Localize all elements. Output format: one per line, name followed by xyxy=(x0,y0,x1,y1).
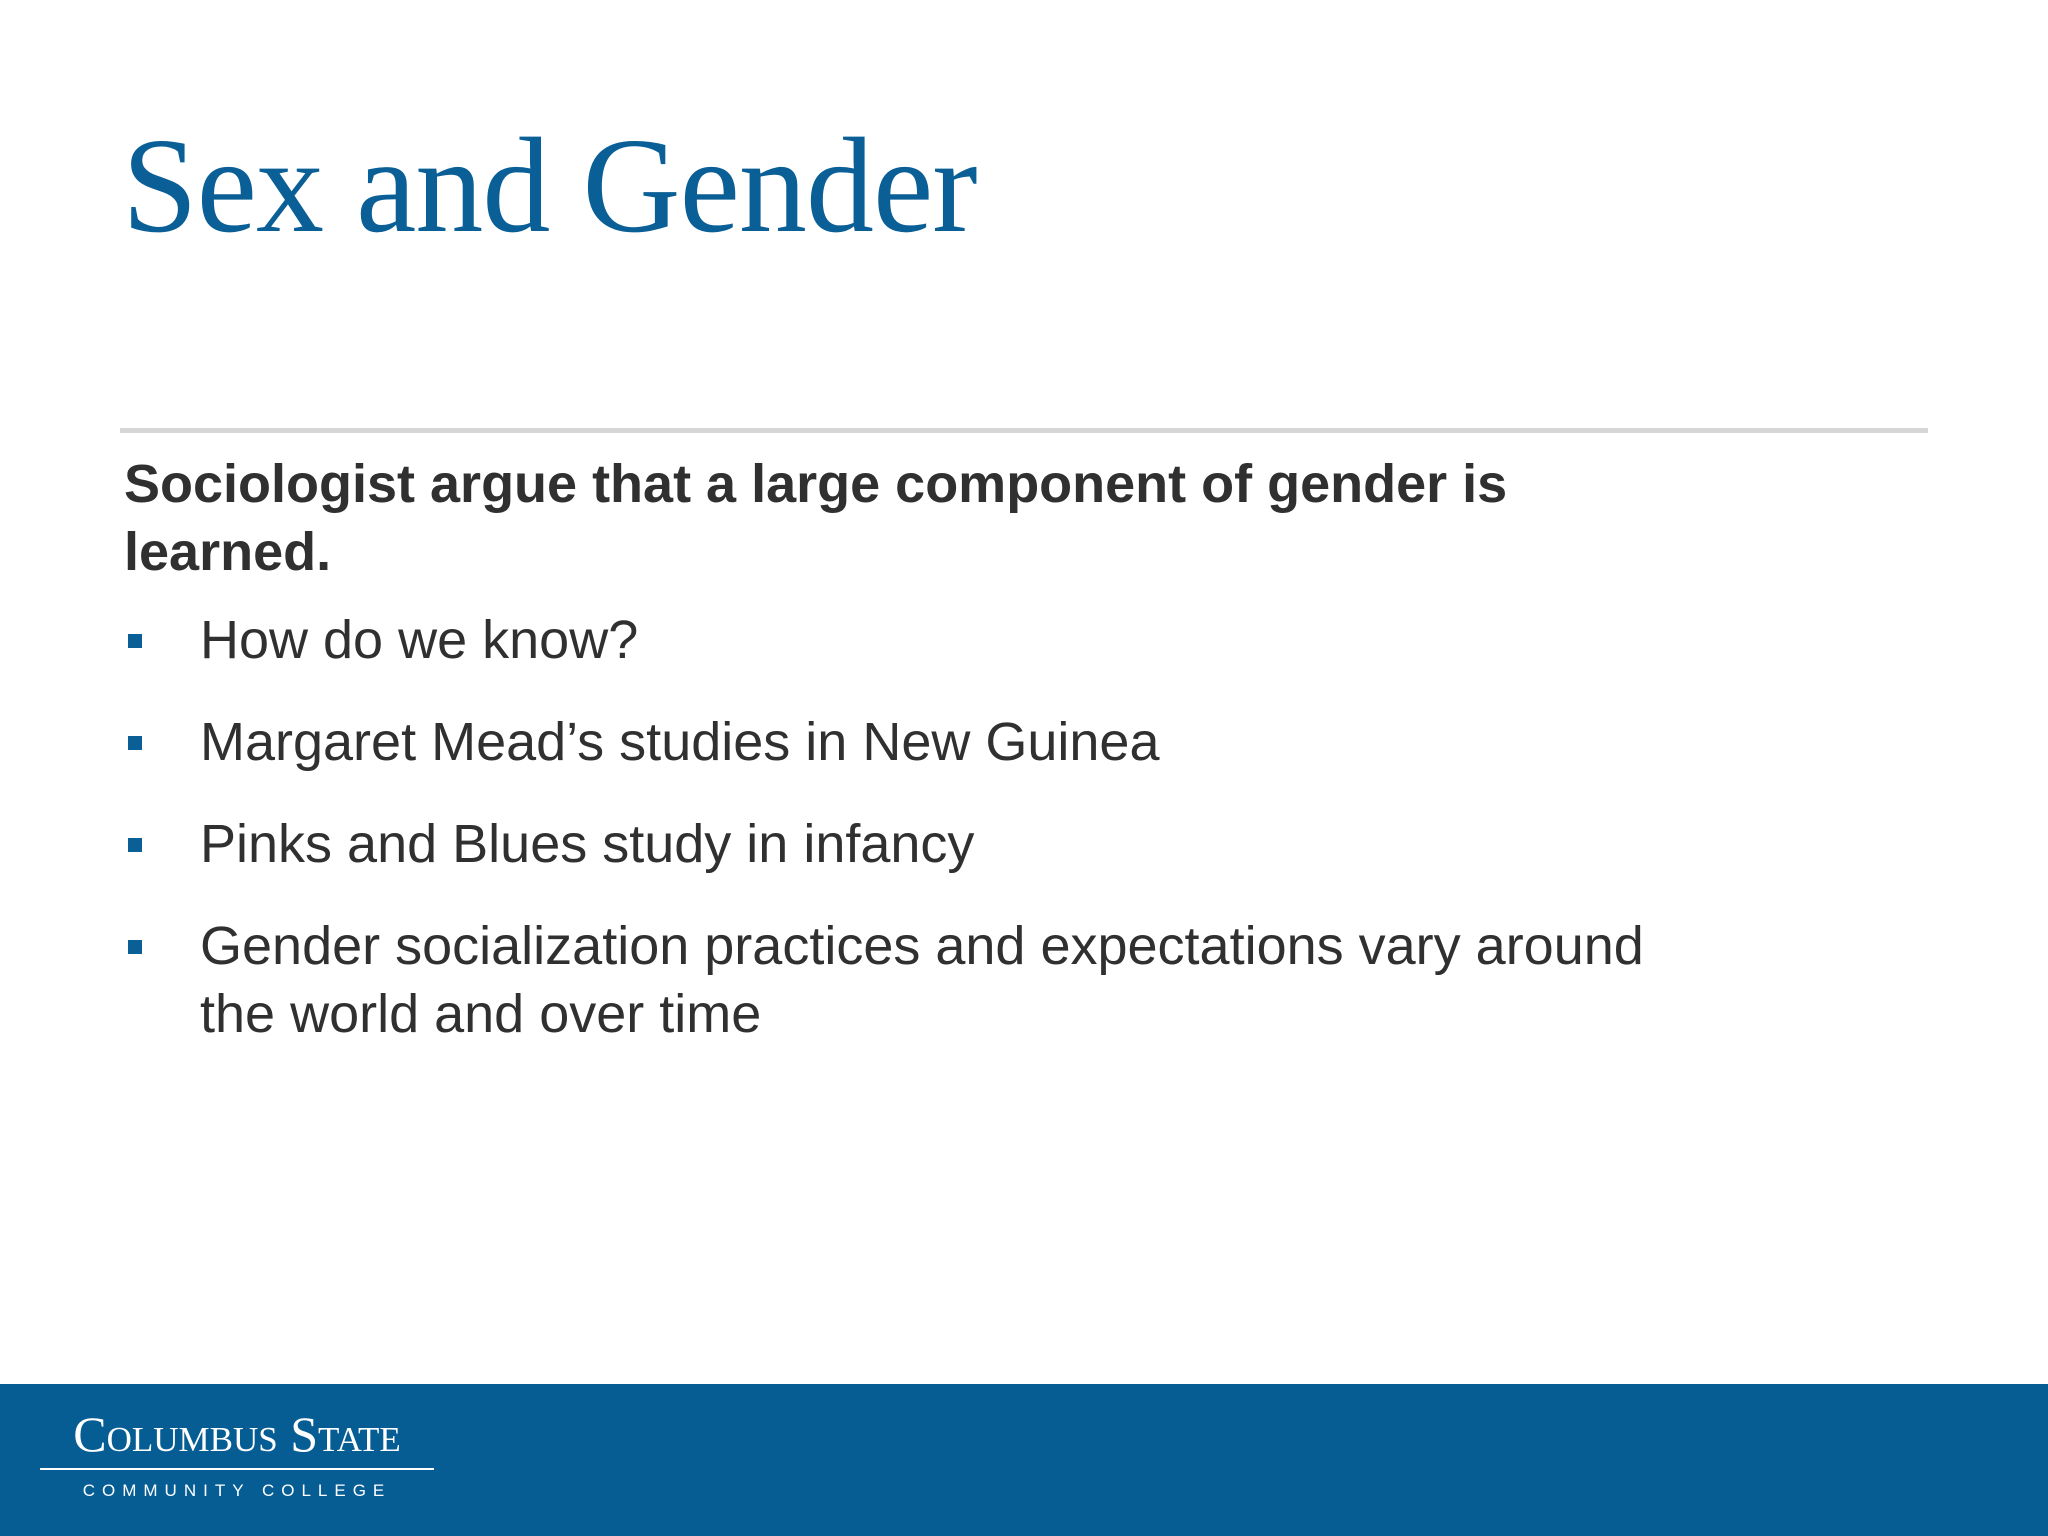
bullet-text: Gender socialization practices and expectations vary around the world and over time xyxy=(200,916,1644,1044)
bullet-text: Margaret Mead’s studies in New Guinea xyxy=(200,712,1160,772)
slide-title: Sex and Gender xyxy=(122,111,977,261)
bullet-item xyxy=(124,606,1644,674)
logo-subtitle: COMMUNITY COLLEGE xyxy=(82,1481,392,1500)
bullet-item xyxy=(124,810,1644,878)
bullet-list xyxy=(124,606,1644,1082)
bullet-text: How do we know? xyxy=(200,610,639,670)
square-bullet-icon xyxy=(128,634,142,648)
bullet-item xyxy=(124,912,1644,1048)
logo-rule xyxy=(40,1468,434,1470)
bullet-item xyxy=(124,708,1644,776)
footer-bar xyxy=(0,1384,2048,1536)
square-bullet-icon xyxy=(128,838,142,852)
college-logo xyxy=(40,1406,434,1516)
square-bullet-icon xyxy=(128,736,142,750)
logo-wordmark: Columbus State xyxy=(73,1406,401,1462)
lead-statement: Sociologist argue that a large component of gender is learned. xyxy=(124,454,1508,582)
title-divider xyxy=(120,428,1928,433)
square-bullet-icon xyxy=(128,940,142,954)
bullet-text: Pinks and Blues study in infancy xyxy=(200,814,975,874)
